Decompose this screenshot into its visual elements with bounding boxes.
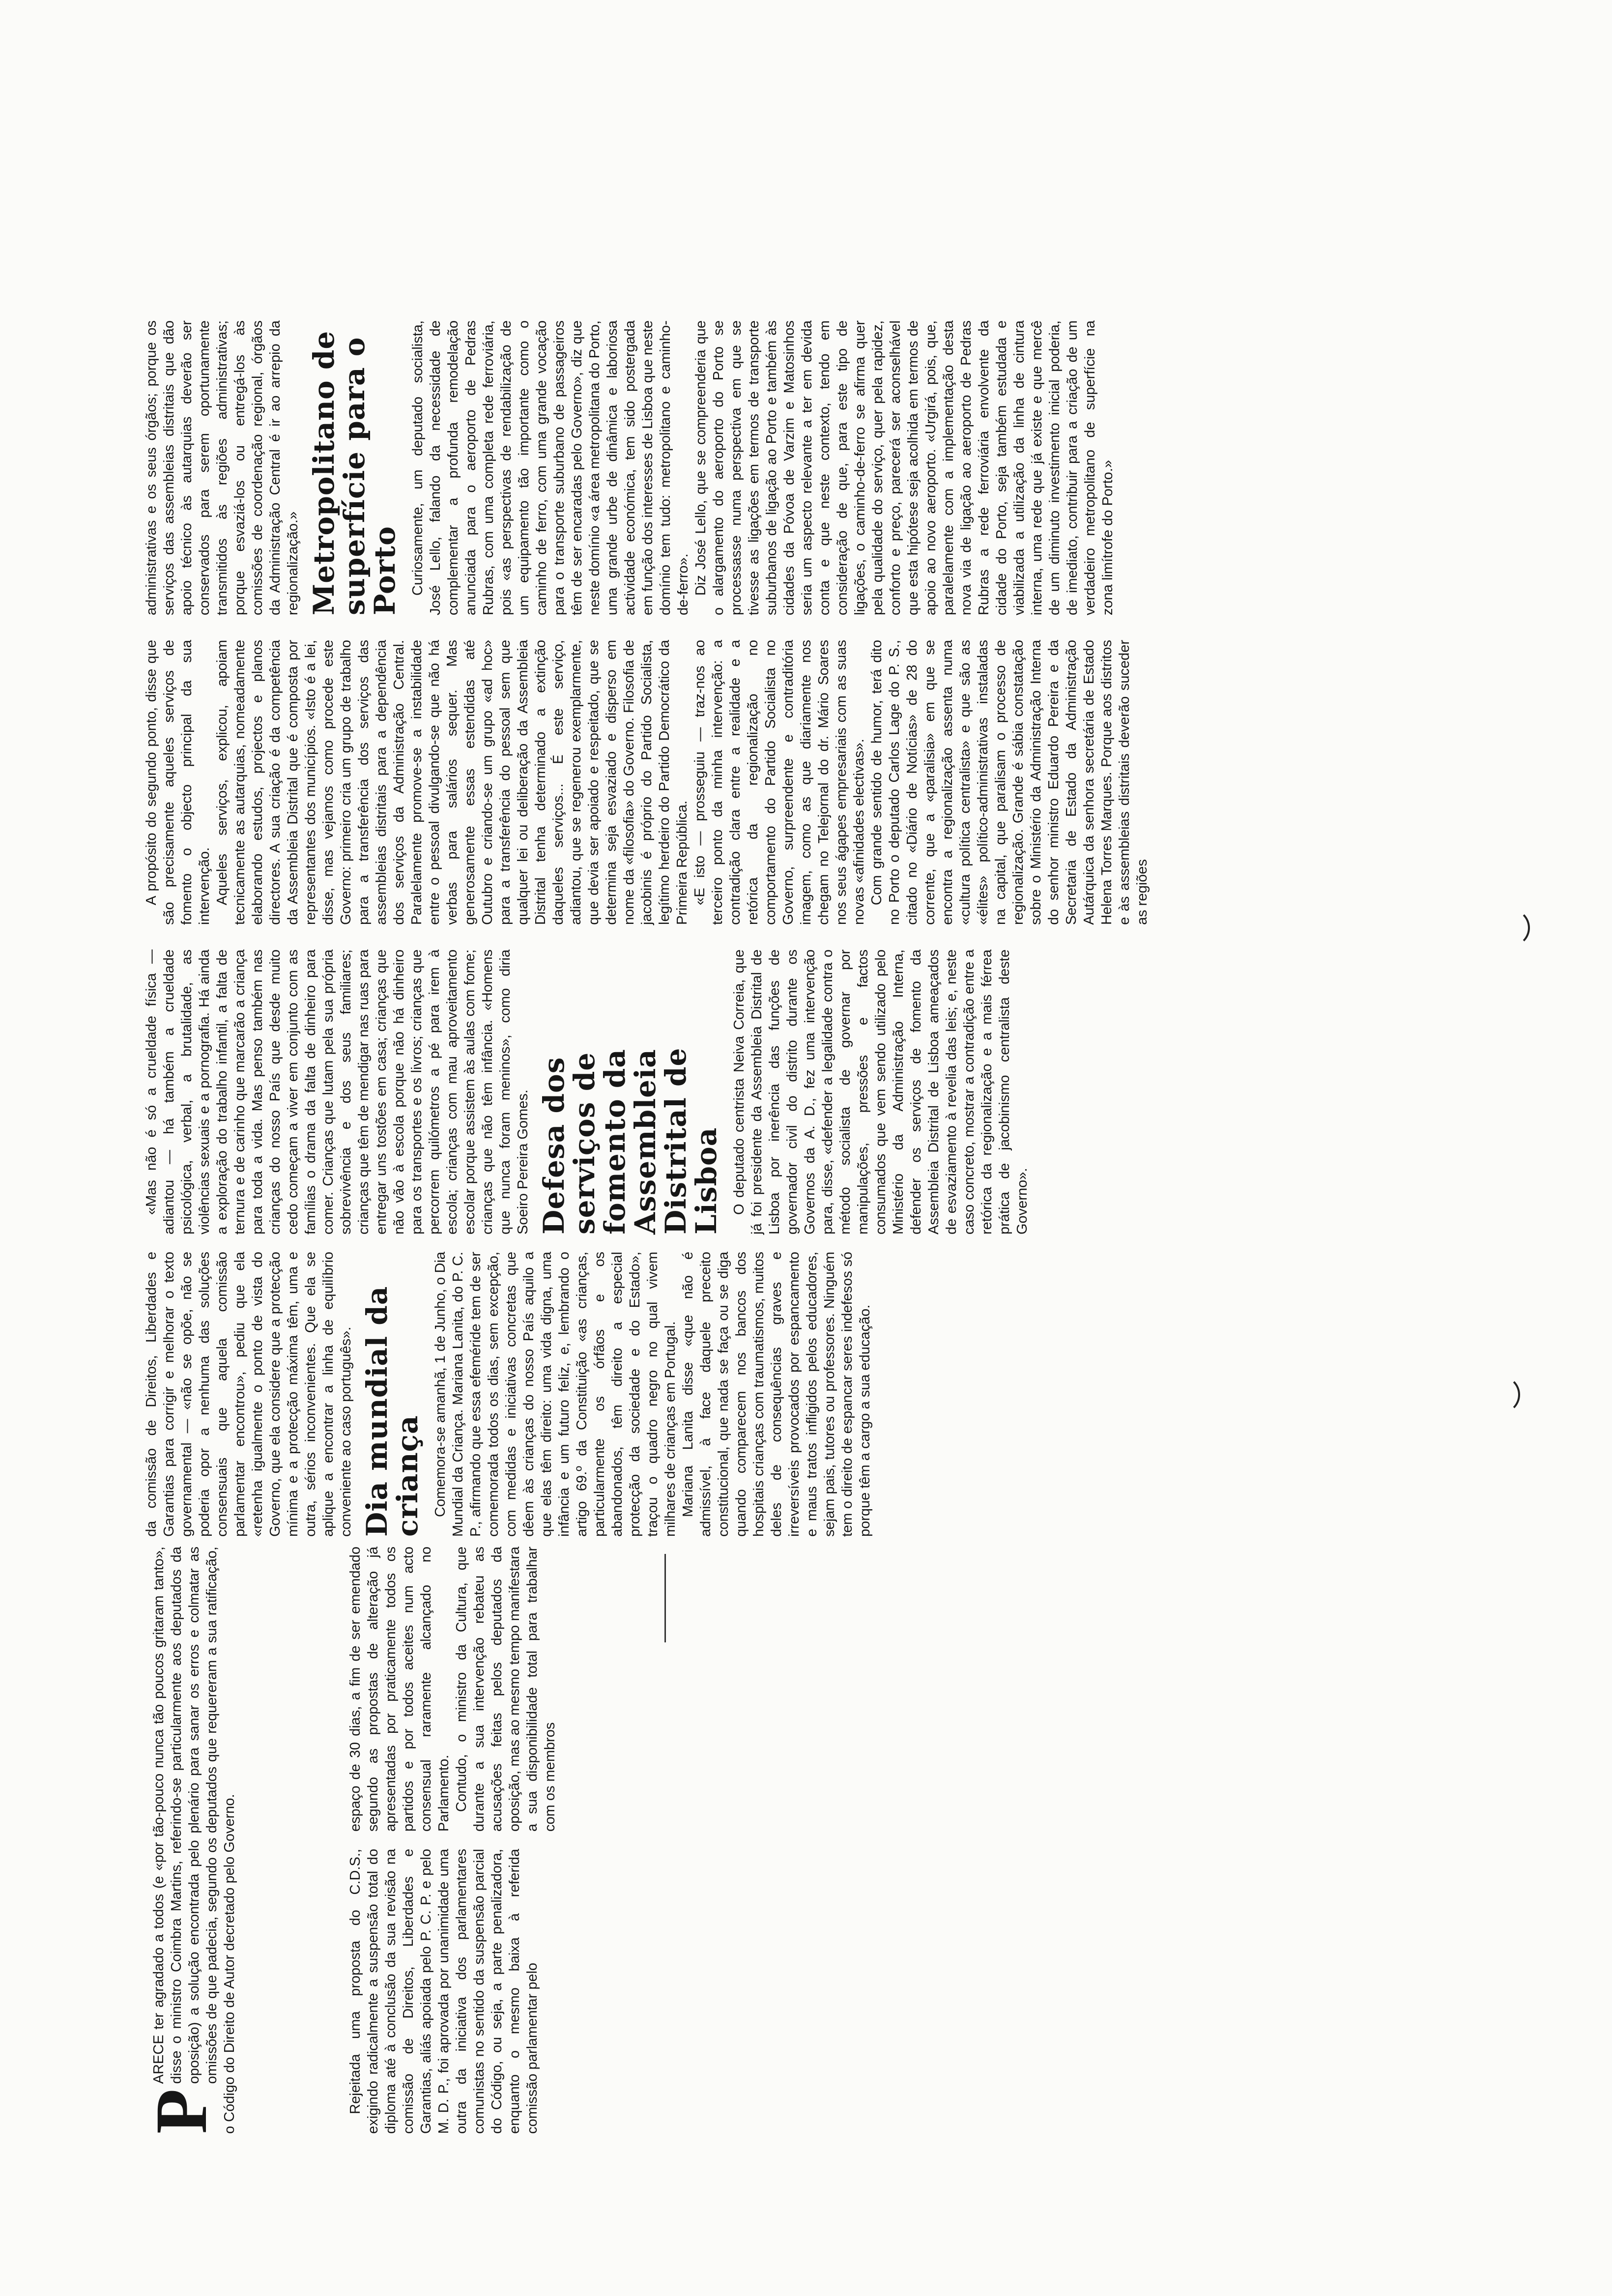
drop-cap: P xyxy=(141,2089,222,2134)
scan-mark-2 xyxy=(1492,909,1530,947)
lead-paragraph xyxy=(141,1547,346,2134)
col5-paragraph-3: «E isto — prosseguiu — traz-nos ao terceiro ponto da minha intervenção: a contradição clara entre a realidade e a retórica da regionalização no comportamento do Partido Socialista no Governo, surpreendente e contraditória imagem, como as que diariamente nos chegam no Telejornal do dr. Mário Soares nos seus ágapes empresariais com as suas novas «afinidades electivas». xyxy=(692,640,867,925)
col2-paragraph-2: Contudo, o ministro da Cultura, que durante a sua intervenção rebateu as acusações feitas pelos deputados da oposição, mas ao mesmo tempo manifestara a sua disponibilidade total para trabalhar com os membros xyxy=(454,1547,558,1832)
col3-paragraph-3: Mariana Lanita disse «que não é admissível, à face daquele preceito constitucional, que nada se faça ou se diga quando comparecem nos bancos dos hospitais crianças com traumatismos, muitos deles de consequências graves e irreversíveis provocados por espancamento e maus tratos infligidos pelos educadores, sejam pais, tutores ou professores. Ninguém tem o direito de espancar seres indefesos só porque têm a cargo a sua educação. xyxy=(680,1252,873,1537)
col6-paragraph-2: Curiosamente, um deputado socialista, José Lello, falando da necessidade de complementar a profunda remodelação anunciada para o aeroporto de Pedras Rubras, com uma completa rede ferroviária, pois «as perspectivas de rendabilização de um equipamento tão importante como o caminho de ferro, com uma grande vocação para o transporte suburbano de passageiros têm de ser encaradas pelo Governo», diz que neste domínio «a área metropolitana do Porto, uma grande urbe de dinâmica e laboriosa actividade económica, tem sido postergada em função dos interesses de Lisboa que neste domínio tem tudo: metropolitano e caminho-de-ferro». xyxy=(410,320,691,615)
lead-text: ARECE ter agradado a todos (e «por tão-pouco nunca tão poucos gritaram tanto», disse o ministro Coimbra Martins, referindo-se particularmente aos deputados da oposição) a solução encontrada pelo plenário para sanar os erros e colmatar as omissões de que padecia, segundo os deputados que requereram a sua ratificação, o Código do Direito de Autor decretado pelo Governo. xyxy=(151,1547,237,2134)
column-5 xyxy=(143,640,1381,925)
col3-paragraph-1: da comissão de Direitos, Liberdades e Garantias para corrigir e melhorar o texto governamental — «não se opõe, não se poderia opor a nenhuma das soluções consensuais que aquela comissão parlamentar encontrou», pediu que ela «retenha igualmente o ponto de vista do Governo, que ela considere que a protecção mínima e a protecção máxima têm, uma e outra, sérios inconvenientes. Que ela se aplique a encontrar a linha de equilíbrio conveniente ao caso português». xyxy=(144,1252,354,1537)
heading-dia-mundial: Dia mundial da criança xyxy=(360,1286,424,1537)
column-1 xyxy=(346,1849,661,2134)
column-end-rule xyxy=(664,1554,666,1642)
col6-paragraph-3: Diz José Lello, que se compreenderia que o alargamento do aeroporto do Porto se processasse numa perspectiva em que se tivesse as ligações em termos de transporte suburbanos de ligação ao Porto e também às cidades da Póvoa de Varzim e Matosinhos seria um aspecto relevante a ter em devida conta e que neste contexto, tendo em consideração de que, para este tipo de ligações, o caminho-de-ferro se afirma quer pela qualidade do serviço, quer pela rapidez, conforto e preço, parecerá ser aconselhável que esta hipótese seja acolhida em termos de apoio ao novo aeroporto. «Urgirá, pois, que, paralelamente com a implementação desta nova via de ligação ao aeroporto de Pedras Rubras a rede ferroviária envolvente da cidade do Porto, seja também estudada e viabilizada a utilização da linha de cintura interna, uma rede que já existe e que mercê de um diminuto investimento inicial poderia, de imediato, contribuir para a criação de um verdadeiro metropolitano de superfície na zona limítrofe do Porto.» xyxy=(693,320,1116,615)
col4-paragraph-2: O deputado centrista Neiva Correia, que já foi presidente da Assembleia Distrital de Lisboa por inerência das funções de governador civil do distrito durante os Governos da A. D., fez uma intervenção para, disse, «defender a legalidade contra o método socialista de governar por manipulações, pressões e factos consumados que vem sendo utilizado pelo Ministério da Administração Interna, defender os serviços de fomento da Assembleia Distrital de Lisboa ameaçados de esvaziamento à revelia das leis; e, neste caso concreto, mostrar a contradição entre a retórica da regionalização e a mais férrea prática de jacobinismo centralista deste Governo». xyxy=(731,949,1030,1234)
scan-mark-1 xyxy=(1482,1376,1520,1414)
col5-paragraph-1: A propósito do segundo ponto, disse que são precisamente aqueles serviços de fomento o objecto principal da sua intervenção. xyxy=(144,640,212,925)
col2-paragraph-1: espaço de 30 dias, a fim de ser emendado segundo as propostas de alteração já apresentadas por praticamente todos os partidos e por todos aceites num acto consensual raramente alcançado no Parlamento. xyxy=(347,1547,452,1832)
column-6 xyxy=(143,320,1381,615)
column-2 xyxy=(346,1547,661,1832)
column-3 xyxy=(143,1252,1381,1537)
col1-paragraph: Rejeitada uma proposta do C.D.S., exigindo radicalmente a suspensão total do diploma até à conclusão da sua revisão na comissão de Direitos, Liberdades e Garantias, aliás apoiada pelo P. C. P. e pelo M. D. P., foi aprovada por unanimidade uma outra da iniciativa dos parlamentares comunistas no sentido da suspensão parcial do Código, ou seja, a parte penalizadora, enquanto o mesmo baixa à referida comissão parlamentar pelo xyxy=(347,1849,540,2134)
col4-paragraph-1: «Mas não é só a crueldade física — adiantou — há também a crueldade psicológica, verbal, a brutalidade, as violências sexuais e a pornografia. Há ainda a exploração do trabalho infantil, a falta de ternura e de carinho que marcarão a criança para toda a vida. Mas penso também nas crianças do nosso País que desde muito cedo começam a viver em conjunto com as famílias o drama da falta de dinheiro para comer. Crianças que lutam pela sua própria sobrevivência e dos seus familiares; crianças que têm de mendigar nas ruas para entregar uns tostões em casa; crianças que não vão à escola porque não há dinheiro para os transportes e os livros; crianças que percorrem quilómetros a pé para irem à escola; crianças com mau aproveitamento escolar porque assistem às aulas com fome; crianças que não têm infância. «Homens que nunca foram meninos», como diria Soeiro Pereira Gomes. xyxy=(144,949,531,1234)
heading-metropolitano: Metropolitano de superfície para o Porto xyxy=(307,330,402,615)
col5-paragraph-4: Com grande sentido de humor, terá dito no Porto o deputado Carlos Lage do P. S., citado no «Diário de Notícias» de 28 do corrente, que a «paralisia» em que se encontra a regionalização assenta numa «cultura política centralista» e que são as «élites» político-administrativas instaladas na capital, que paralisam o processo de regionalização. Grande é sábia constatação sobre o Ministério da Administração Interna do senhor ministro Eduardo Pereira e da Secretaria de Estado da Administração Autárquica da senhora secretária de Estado Helena Torres Marques. Porque aos distritos e às assembleias distritais deverão suceder as regiões xyxy=(869,640,1150,925)
col3-paragraph-2: Comemora-se amanhã, 1 de Junho, o Dia Mundial da Criança. Mariana Lanita, do P. C. P., afirmando que essa efeméride tem de ser comemorada todos os dias, sem excepção, com medidas e iniciativas concretas que dêem às crianças do nosso País aquilo a que elas têm direito: uma vida digna, uma infância e um futuro feliz, e, lembrando o artigo 69.º da Constituição «as crianças, particularmente os órfãos e os abandonados, têm direito a especial protecção da sociedade e do Estado», traçou o quadro negro no qual vivem milhares de crianças em Portugal. xyxy=(432,1251,678,1537)
col5-paragraph-2: Aqueles serviços, explicou, apoiam tecnicamente as autarquias, nomeadamente elaborando estudos, projectos e planos directores. A sua criação é da competência da Assembleia Distrital que é composta por representantes dos municípios. «Isto é a lei, disse, mas vejamos como procede este Governo: primeiro cria um grupo de trabalho para a transferência dos serviços das assembleias distritais para a dependência dos serviços da Administração Central. Paralelamente promove-se a instabilidade entre o pessoal divulgando-se que não há verbas para salários sequer. Mas generosamente essas estendidas até Outubro e criando-se um grupo «ad hoc» para a transferência do pessoal sem que qualquer lei ou deliberação da Assembleia Distrital tenha determinado a extinção daqueles serviços... É este serviço, adiantou, que se regenerou exemplarmente, que devia ser apoiado e respeitado, que se determina seja esvaziado e disperso em nome da «filosofia» do Governo. Filosofia de jacobinis é próprio do Partido Socialista, legítimo herdeiro do Partido Democrático da Primeira República. xyxy=(214,640,690,925)
col6-paragraph-1: administrativas e os seus órgãos; porque os serviços das assembleias distritais que dão apoio técnico às autarquias deverão ser conservados para serem oportunamente transmitidos às regiões administrativas; porque esvaziá-los ou entregá-los às comissões de coordenação regional, órgãos da Administração Central é ir ao arrepio da regionalização.» xyxy=(144,320,301,615)
column-4 xyxy=(143,949,1381,1234)
heading-defesa-servicos: Defesa dos serviços de fomento da Assembleia Distrital de Lisboa xyxy=(537,1047,723,1234)
